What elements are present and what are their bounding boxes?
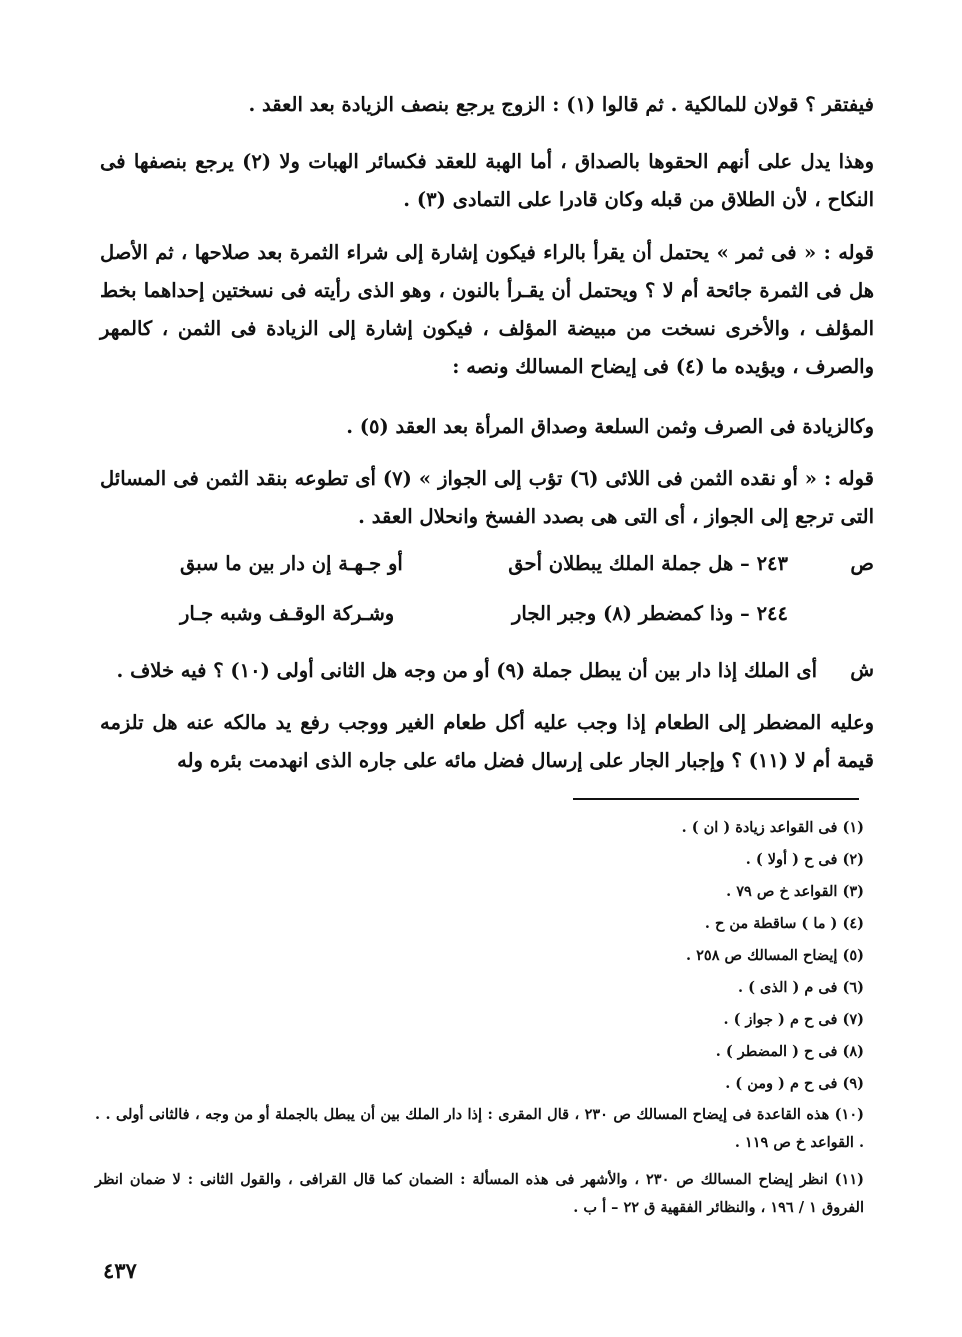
footnote-5: (٥) إيضاح المسالك ص ٢٥٨ . <box>686 947 864 964</box>
paragraph-1: فيفتقر ؟ قولان للمالكية . ثم قالوا (١) : الزوج يرجع بنصف الزيادة بعد العقد . <box>248 93 874 116</box>
footnote-9: (٩) فى ح م ( ومن ) . <box>725 1075 864 1092</box>
footnote-6: (٦) فى م ( الذى ) . <box>738 979 864 996</box>
footnote-10: (١٠) هذه القاعدة فى إيضاح المسالك ص ٢٣٠ ، قال المقرى : إذا دار الملك بين أن يبطل بالجملة أو من وجه ، فالثانى أولى . . . القواعد خ ص ١١٩ . <box>95 1106 864 1151</box>
verse-244-second-hemistich: وشـركة الوقـف وشبه جـار <box>180 602 395 625</box>
paragraph-4: وكالزيادة فى الصرف وثمن السلعة وصداق المرأة بعد العقد (٥) . <box>346 415 874 438</box>
paragraph-6: أى الملك إذا دار بين أن يبطل جملة (٩) أو من وجه هل الثانى أولى (١٠) ؟ فيه خلاف . <box>116 659 817 682</box>
footnote-separator <box>573 798 859 800</box>
verse-244-first-hemistich: ٢٤٤ – وذا كمضطر (٨) وجبر الجار <box>511 602 788 625</box>
paragraph-2: وهذا يدل على أنهم الحقوها بالصداق ، أما الهبة للعقد فكسائر الهبات ولا (٢) يرجع بنصفها فى النكاح ، لأن الطلاق من قبله وكان قادرا على التمادى (٣) . <box>100 150 874 211</box>
footnote-11: (١١) انظر إيضاح المسالك ص ٢٣٠ ، والأشهر فى هذه المسألة : الضمان كما قال القرافى ، والقول الثانى : لا ضمان انظر الفروق ١ / ١٩٦ ، والنظائر الفقهية ق ٢٢ – أ ب . <box>95 1171 864 1216</box>
footnote-2: (٢) فى ح ( أولا ) . <box>745 851 864 868</box>
footnote-7: (٧) فى ح م ( جواز ) . <box>723 1011 864 1028</box>
verse-marker: ص <box>850 552 874 575</box>
verse-244 <box>100 602 874 638</box>
page-number: ٤٣٧ <box>103 1258 137 1283</box>
verse-243-first-hemistich: ٢٤٣ – هل جملة الملك يبطلان أحق <box>508 552 788 575</box>
verse-243 <box>100 552 874 588</box>
footnote-8: (٨) فى ح ( المضطر ) . <box>715 1043 864 1060</box>
paragraph-3: قوله : « فى ثمر » يحتمل أن يقرأ بالراء فيكون إشارة إلى شراء الثمرة بعد صلاحها ، ثم الأصل هل فى الثمرة جائحة أم لا ؟ ويحتمل أن يقـرأ بالنون ، وهو الذى رأيته فى نسختين إحداهما بخط المؤلف ، والأخرى نسخت من مبيضة المؤلف ، فيكون إشارة إلى الزيادة فى الثمن ، كالمهر والصرف ، ويؤيده ما (٤) فى إيضاح المسالك ونصه : <box>100 241 874 378</box>
paragraph-5: قوله : « أو نقده الثمن فى اللائى (٦) تؤب إلى الجواز » (٧) أى تطوعه بنقد الثمن فى المسائل التى ترجع إلى الجواز ، أى التى هى بصدد الفسخ وانحلال العقد . <box>100 467 874 528</box>
footnote-4: (٤) ( ما ) ساقطة من ح . <box>704 915 864 932</box>
footnote-1: (١) فى القواعد زيادة ( ان ) . <box>681 819 864 836</box>
sharh-marker: ش <box>850 658 874 681</box>
footnote-3: (٣) القواعد خ ص ٧٩ . <box>726 883 864 900</box>
verse-243-second-hemistich: أو جـهـة إن دار بين ما سبق <box>180 552 403 575</box>
paragraph-7: وعليه المضطر إلى الطعام إذا وجب عليه أكل طعام الغير ووجب رفع يد مالكه عنه هل تلزمه قيمة أم لا (١١) ؟ وإجبار الجار على إرسال فضل مائه على جاره الذى انهدمت بئره وله <box>100 711 874 772</box>
